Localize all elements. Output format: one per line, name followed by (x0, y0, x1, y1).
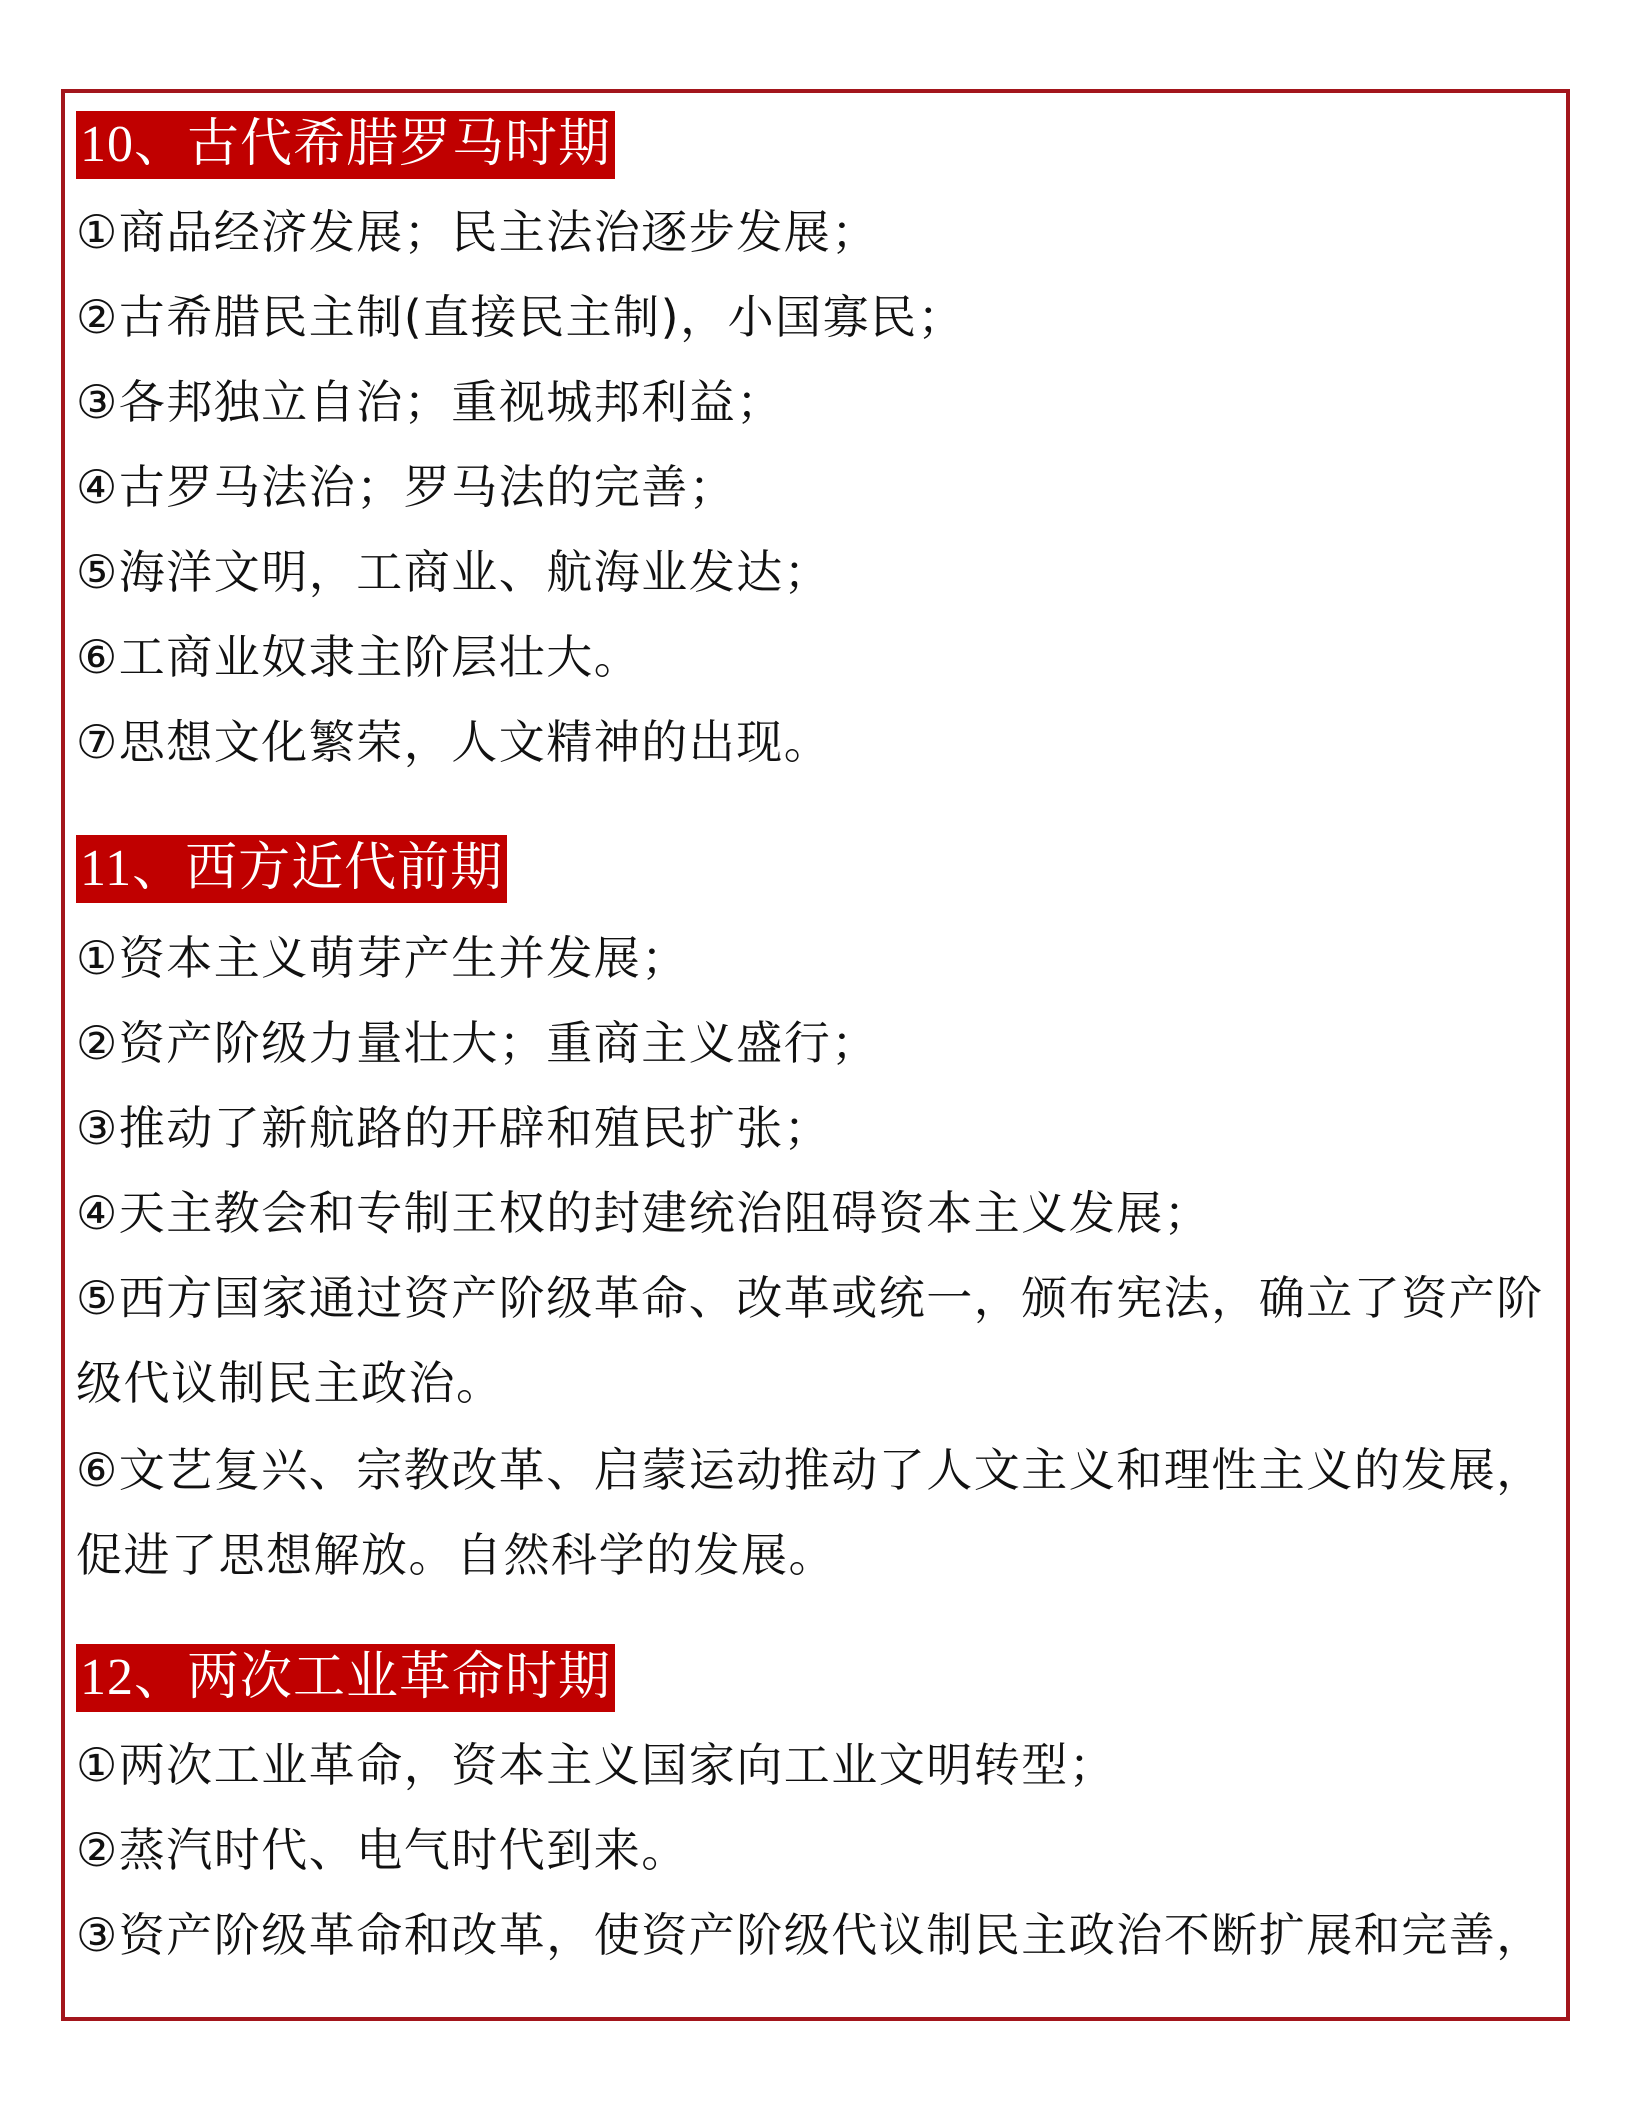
section-10-item-6: ⑥工商业奴隶主阶层壮大。 (76, 630, 642, 684)
section-heading-10: 10、古代希腊罗马时期 (76, 111, 615, 179)
section-12-item-1: ①两次工业革命，资本主义国家向工业文明转型； (76, 1738, 1117, 1792)
section-11-item-3: ③推动了新航路的开辟和殖民扩张； (76, 1101, 832, 1155)
section-11-item-6-continued: 促进了思想解放。自然科学的发展。 (76, 1528, 836, 1582)
section-11-item-5-continued: 级代议制民主政治。 (76, 1356, 504, 1410)
section-11-item-6: ⑥文艺复兴、宗教改革、启蒙运动推动了人文主义和理性主义的发展， (76, 1443, 1544, 1497)
section-10-item-1: ①商品经济发展；民主法治逐步发展； (76, 205, 879, 259)
section-11-item-5: ⑤西方国家通过资产阶级革命、改革或统一，颁布宪法，确立了资产阶 (76, 1271, 1544, 1325)
section-11-item-4: ④天主教会和专制王权的封建统治阻碍资本主义发展； (76, 1186, 1212, 1240)
section-10-item-4: ④古罗马法治；罗马法的完善； (76, 460, 737, 514)
section-12-item-3: ③资产阶级革命和改革，使资产阶级代议制民主政治不断扩展和完善， (76, 1908, 1544, 1962)
section-10-item-2: ②古希腊民主制(直接民主制)，小国寡民； (76, 290, 966, 344)
section-10-item-5: ⑤海洋文明，工商业、航海业发达； (76, 545, 832, 599)
section-12-item-2: ②蒸汽时代、电气时代到来。 (76, 1823, 689, 1877)
section-heading-11: 11、西方近代前期 (76, 835, 507, 903)
section-10-item-3: ③各邦独立自治；重视城邦利益； (76, 375, 784, 429)
section-heading-12: 12、两次工业革命时期 (76, 1644, 615, 1712)
section-10-item-7: ⑦思想文化繁荣，人文精神的出现。 (76, 715, 832, 769)
section-11-item-1: ①资本主义萌芽产生并发展； (76, 931, 689, 985)
section-11-item-2: ②资产阶级力量壮大；重商主义盛行； (76, 1016, 879, 1070)
